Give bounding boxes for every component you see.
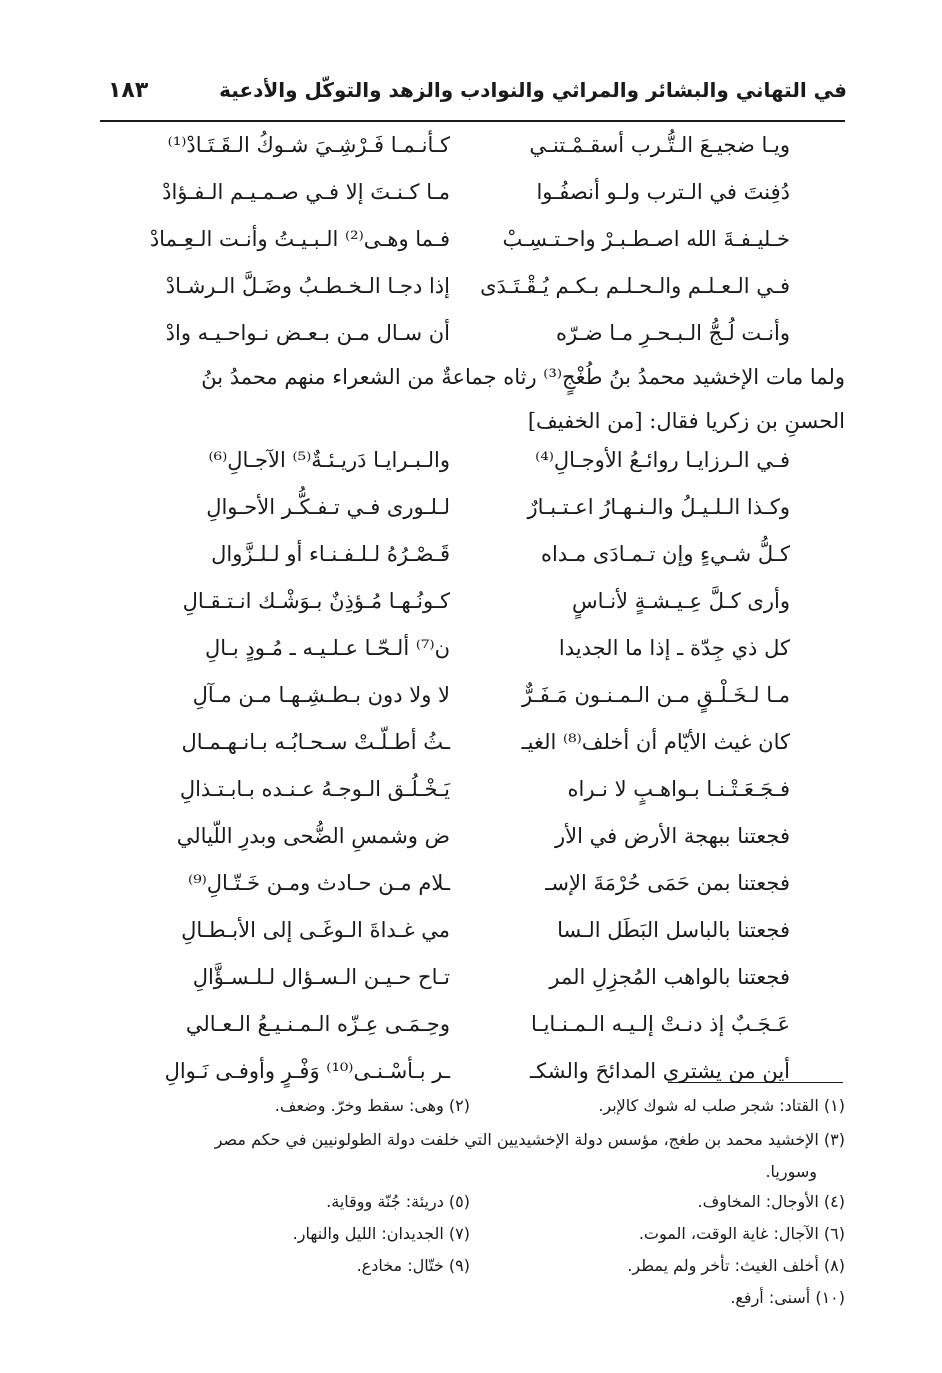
footnote-continuation: وسوريا.: [765, 1162, 817, 1181]
verse-first-hemistich: وأرى كـلَّ عِـيـشـةٍ لأنـاسٍ: [572, 589, 790, 613]
verse-line: [100, 487, 845, 534]
verse-second-hemistich: لـلـورى فـي تـفـكُّـر الأحـوالِ: [206, 495, 450, 519]
footnote: (٩) ختّال: مخادع.: [356, 1256, 470, 1275]
prose-line: ولما مات الإخشيد محمدُ بنُ طُغْجٍ⁽³⁾ رثاه جماعةٌ من الشعراء منهم محمدُ بنُ: [201, 365, 845, 389]
verse-line: [100, 957, 845, 1004]
verse-line: [100, 1051, 845, 1098]
page-number: ١٨٣: [108, 78, 149, 103]
verse-second-hemistich: مـا كـنـتَ إلا فـي صـمـيـم الـفـؤادْ: [162, 180, 450, 204]
verse-second-hemistich: يَـخْـلُـق الـوجـهُ عـنـده بـابـتـذالِ: [179, 777, 450, 801]
verse-second-hemistich: كـونُـهـا مُـؤذِنٌ بـوَشْـك انـتـقـالِ: [182, 589, 450, 613]
verse-first-hemistich: فجعتنا ببهجة الأرض في الأر: [554, 824, 790, 848]
verse-line: [100, 581, 845, 628]
verse-second-hemistich: قَـصْـرُهُ لـلـفـنـاء أو لـلـزَّوال: [211, 542, 450, 566]
verse-second-hemistich: ـر بـأسْـنـى⁽¹⁰⁾ وَفْـرٍ وأوفـى نَـوالِ: [164, 1059, 450, 1083]
verse-second-hemistich: وحِـمَـى عِـزّه الـمـنـيـعُ الـعـالي: [185, 1012, 450, 1036]
verse-second-hemistich: فـما وهـى⁽²⁾ الـبـيـتُ وأنـت الـعِـمادْ: [149, 227, 450, 251]
verse-line: [100, 219, 845, 266]
footnote: (٧) الجديدان: الليل والنهار.: [292, 1224, 470, 1243]
footnote-row: [100, 1252, 845, 1284]
footnote: (١) القتاد: شجر صلب له شوك كالإبر.: [598, 1096, 845, 1115]
verse-second-hemistich: لا ولا دون بـطـشِـهـا مـن مـآلِ: [192, 683, 450, 707]
footnote: (٥) دريئة: جُنّة ووقاية.: [326, 1192, 470, 1211]
prose-paragraph: [100, 355, 845, 443]
verse-first-hemistich: فـي الـعـلـم والـحـلـم بـكـم يُـقْـتَـدَى: [480, 274, 790, 298]
verse-second-hemistich: ض وشمسِ الضُّحى وبدرِ اللّيالي: [176, 824, 450, 848]
verse-line: [100, 172, 845, 219]
poem-1: [100, 125, 845, 360]
verse-first-hemistich: عَـجَـبٌ إذ دنـتْ إلـيـه الـمـنـايـا: [531, 1012, 790, 1036]
verse-first-hemistich: خـليـفـةَ الله اصـطـبـرْ واحـتـسِـبْ: [502, 227, 790, 251]
footnote: (١٠) أسنى: أرفع.: [730, 1288, 845, 1307]
verse-second-hemistich: مي غـداةَ الـوغَـى إلى الأبـطـالِ: [181, 918, 450, 942]
verse-line: [100, 534, 845, 581]
verse-line: [100, 769, 845, 816]
footnote: (٤) الأوجال: المخاوف.: [697, 1192, 845, 1211]
footnote-row: [100, 1284, 845, 1316]
prose-line: الحسنِ بن زكريا فقال: [من الخفيف]: [527, 409, 845, 433]
verse-first-hemistich: وكـذا الـلـيـلُ والـنـهـارُ اعـتـبـارٌ: [527, 495, 790, 519]
footnote-divider: [668, 1082, 843, 1083]
verse-second-hemistich: ـثُ أطـلّـتْ سـحـابُـه بـانـهـمـال: [181, 730, 450, 754]
verse-first-hemistich: مـا لـخَـلْـقٍ مـن الـمـنـون مَـفَـرٌّ: [522, 683, 790, 707]
verse-first-hemistich: وأنـت لُـجُّ الـبـحـرِ مـا ضـرّه: [556, 321, 790, 345]
verse-line: [100, 266, 845, 313]
footnote: (٢) وهى: سقط وخرّ. وضعف.: [274, 1096, 470, 1115]
verse-line: [100, 440, 845, 487]
verse-first-hemistich: كـلُّ شـيءٍ وإن تـمـادَى مـداه: [540, 542, 790, 566]
verse-first-hemistich: كان غيث الأيّام أن أخلف⁽⁸⁾ الغيـ: [521, 730, 790, 754]
verse-second-hemistich: ـلام مـن حـادث ومـن خَـتّـالِ⁽⁹⁾: [188, 871, 450, 895]
verse-second-hemistich: كـأنـمـا فَـرْشِـيَ شـوكُ الـقَـتَـادْ⁽¹⁾: [167, 133, 450, 157]
verse-first-hemistich: فجعتنا بالواهب المُجزِلِ المر: [549, 965, 790, 989]
verse-line: [100, 910, 845, 957]
verse-first-hemistich: فـجَـعَـتْـنـا بـواهـبٍ لا نـراه: [567, 777, 790, 801]
verse-first-hemistich: أين من يشتري المدائحَ والشكـ: [529, 1059, 790, 1083]
verse-first-hemistich: ويـا ضجيـعَ الـتُّـرب أسقـمْـتنـي: [529, 133, 790, 157]
verse-second-hemistich: إذا دجـا الـخـطـبُ وضَـلَّ الـرشـادْ: [165, 274, 450, 298]
verse-line: [100, 675, 845, 722]
header-divider: [100, 120, 845, 122]
footnote: (٦) الآجال: غاية الوقت، الموت.: [638, 1224, 845, 1243]
footnote: (٨) أخلف الغيث: تأخر ولم يمطر.: [627, 1256, 845, 1275]
verse-first-hemistich: كل ذي جِدّة ـ إذا ما الجديدا: [558, 636, 790, 660]
verse-line: [100, 816, 845, 863]
verse-second-hemistich: والـبـرايـا دَريـئـةٌ⁽⁵⁾ الآجـالِ⁽⁶⁾: [208, 448, 450, 472]
footnote-row: [100, 1220, 845, 1252]
verse-first-hemistich: فجعتنا بالباسل البَطَل الـسا: [557, 918, 790, 942]
verse-line: [100, 125, 845, 172]
verse-line: [100, 863, 845, 910]
footnote-row: [100, 1092, 845, 1124]
verse-line: [100, 722, 845, 769]
poem-2: [100, 440, 845, 1098]
verse-first-hemistich: دُفِنتَ في الـترب ولـو أنصفُـوا: [536, 180, 790, 204]
verse-line: [100, 313, 845, 360]
verse-line: [100, 1004, 845, 1051]
verse-first-hemistich: فـي الـرزايـا روائـعُ الأوجـالِ⁽⁴⁾: [535, 448, 790, 472]
verse-second-hemistich: ن⁽⁷⁾ ألـحّـا عـلـيـه ـ مُـودٍ بـالِ: [205, 636, 450, 660]
running-title: في التهاني والبشائر والمراثي والنوادب والزهد والتوكّل والأدعية: [219, 78, 847, 102]
footnotes: [100, 1092, 845, 1316]
footnote-row: [100, 1188, 845, 1220]
footnote: (٣) الإخشيد محمد بن طغج، مؤسس دولة الإخشيديين التي خلفت دولة الطولونيين في حكم مصر: [214, 1130, 845, 1149]
verse-second-hemistich: أن سـال مـن بـعـض نـواحـيـه وادْ: [165, 321, 450, 345]
verse-first-hemistich: فجعتنا بمن حَمَى حُرْمَةَ الإسـ: [545, 871, 790, 895]
verse-second-hemistich: تـاح حـيـن الـسـؤال لـلـسـؤَّالِ: [192, 965, 450, 989]
verse-line: [100, 628, 845, 675]
